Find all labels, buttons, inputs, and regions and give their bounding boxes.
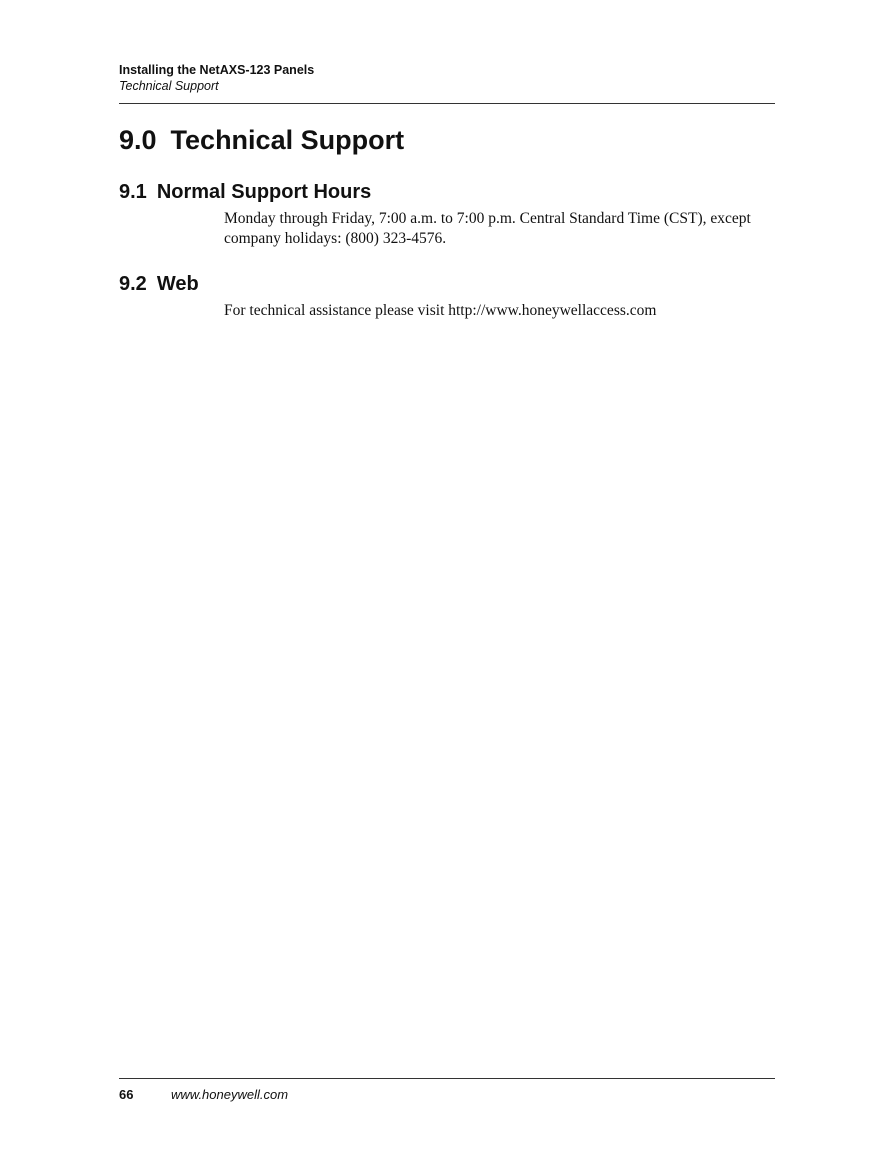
footer-website: www.honeywell.com <box>171 1087 289 1102</box>
page-number: 66 <box>119 1087 134 1102</box>
header-document-title: Installing the NetAXS-123 Panels <box>119 63 315 77</box>
section-title: Normal Support Hours <box>156 181 372 203</box>
support-hours-text: Monday through Friday, 7:00 a.m. to 7:00 p.m. Central Standard Time (CST), except company holidays: (800) 323-4576. <box>224 210 751 247</box>
section-title: Web <box>156 273 199 295</box>
section-heading-web <box>119 272 199 296</box>
footer-divider <box>119 1078 775 1079</box>
section-number: 9.1 <box>119 181 147 203</box>
header-section-title: Technical Support <box>119 79 219 93</box>
section-heading-support-hours <box>119 180 371 204</box>
chapter-title: Technical Support <box>170 125 405 155</box>
page-footer <box>119 1087 288 1103</box>
chapter-number: 9.0 <box>119 125 157 155</box>
header-divider <box>119 103 775 104</box>
chapter-heading <box>119 122 404 158</box>
web-support-text: For technical assistance please visit http://www.honeywellaccess.com <box>224 302 657 319</box>
running-header <box>119 62 775 94</box>
section-number: 9.2 <box>119 273 147 295</box>
